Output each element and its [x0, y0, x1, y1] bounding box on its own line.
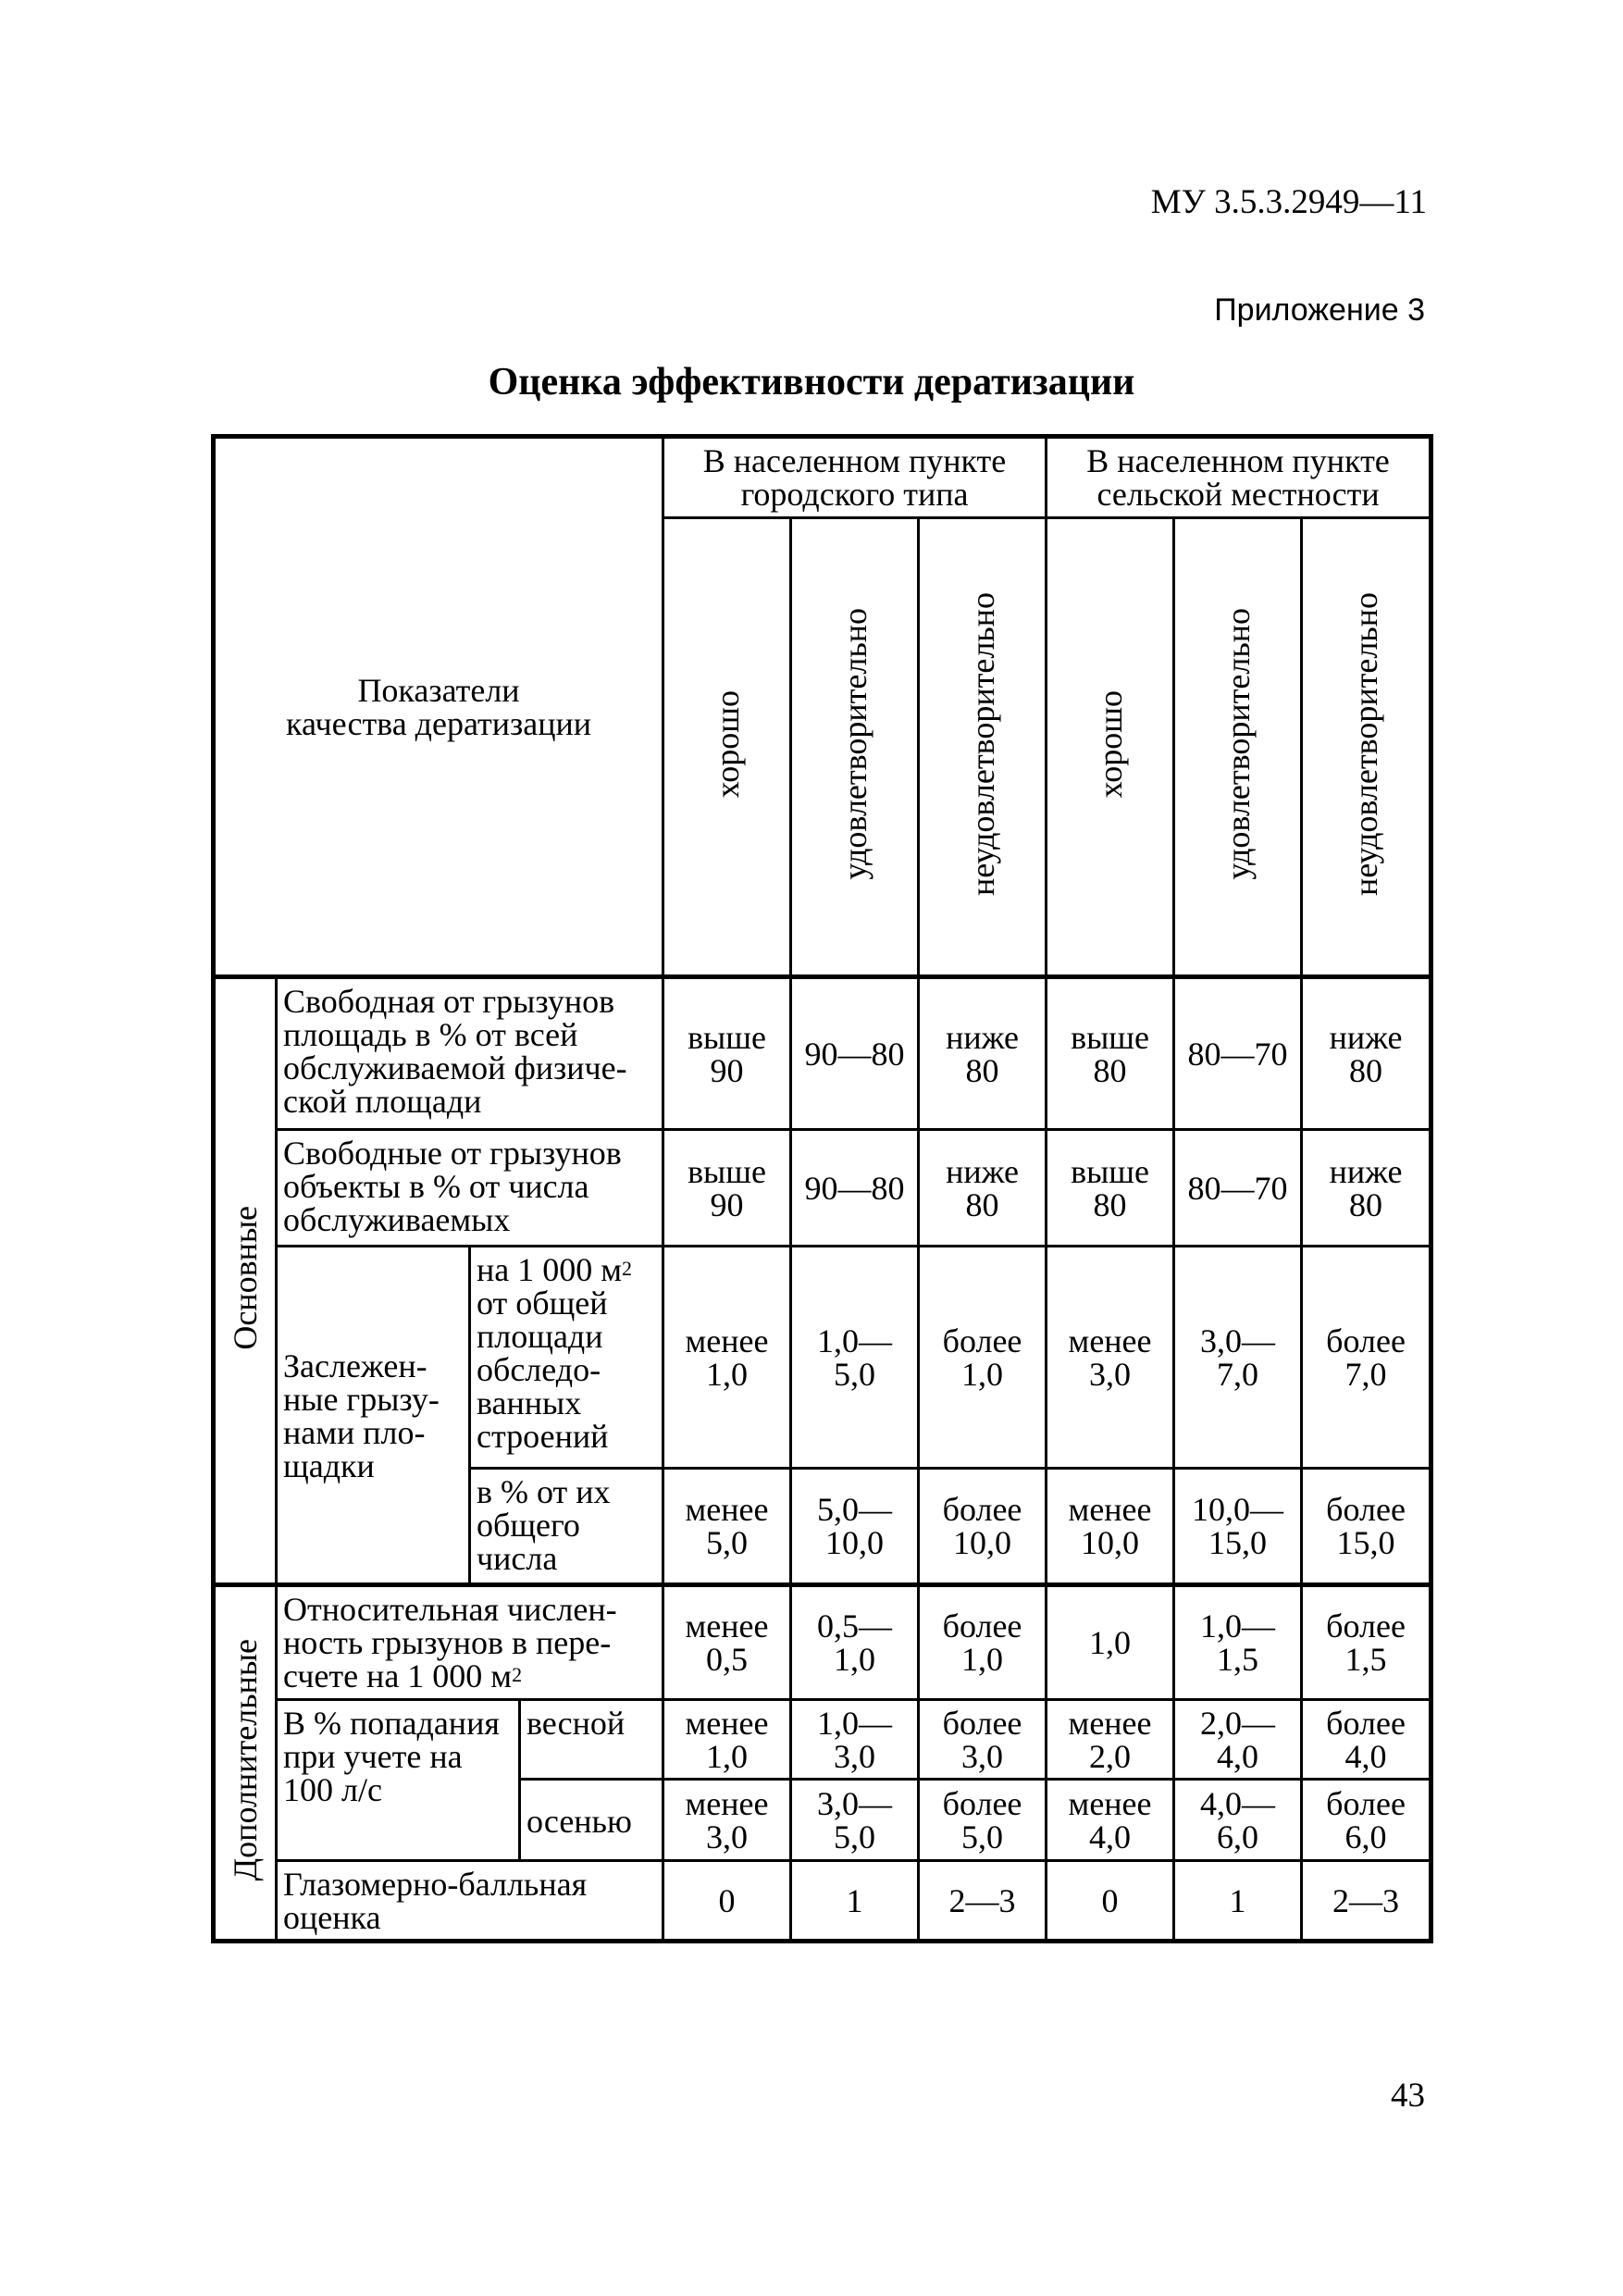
table-cell	[1047, 1861, 1174, 1942]
grade-cell	[919, 518, 1047, 977]
table-cell	[1047, 1247, 1174, 1469]
value: менее 3,0	[685, 1784, 769, 1855]
page-number: 43	[1391, 2077, 1425, 2115]
table-cell	[1174, 1247, 1302, 1469]
row-label-trap-percent	[277, 1700, 520, 1861]
value: 4,0— 6,0	[1200, 1784, 1276, 1855]
table-cell	[1302, 1247, 1431, 1469]
table-cell	[1302, 977, 1431, 1130]
value: 0	[718, 1881, 736, 1919]
table-cell	[663, 1780, 791, 1861]
value: 1,0— 1,5	[1200, 1607, 1276, 1678]
grade-cell	[1174, 518, 1302, 977]
value: менее 4,0	[1068, 1784, 1152, 1855]
table-cell	[919, 1130, 1047, 1247]
grade-urban-good: хорошо	[708, 689, 746, 799]
grade-cell	[1302, 518, 1431, 977]
section-additional-label: Дополнительные	[227, 1639, 264, 1881]
table-cell	[919, 1585, 1047, 1700]
group-rural-header: В населенном пункте сельской местности	[1086, 442, 1390, 513]
value: более 10,0	[942, 1491, 1022, 1561]
table-cell	[1302, 1861, 1431, 1942]
page-title: Оценка эффективности дератизации	[488, 361, 1135, 403]
value: ниже 80	[946, 1152, 1019, 1223]
value: ниже 80	[1329, 1018, 1403, 1089]
value: 90—80	[804, 1035, 905, 1073]
value: 3,0— 5,0	[817, 1784, 893, 1855]
value: менее 1,0	[685, 1704, 769, 1775]
table-cell	[791, 1780, 919, 1861]
grade-urban-unsatisfactory: неудовлетворительно	[963, 592, 1001, 896]
table-cell	[791, 1700, 919, 1780]
indicators-header-cell	[214, 437, 663, 977]
grade-cell	[663, 518, 791, 977]
value: 2—3	[948, 1881, 1016, 1919]
table-cell	[1174, 1861, 1302, 1942]
sublabel-per-1000	[470, 1247, 663, 1469]
section-main-cell	[214, 977, 277, 1585]
per-1000-label-b: от общей площади обследо- ванных строений	[477, 1285, 609, 1455]
per-1000-label-a: на 1 000 м	[477, 1251, 623, 1288]
value: более 6,0	[1326, 1784, 1406, 1855]
table-cell	[663, 1861, 791, 1942]
table-cell	[791, 1861, 919, 1942]
free-area-label: Свободная от грызунов площадь в % от всей обслуживаемой физиче- ской площади	[283, 983, 627, 1120]
value: 80—70	[1187, 1169, 1288, 1207]
table-cell	[919, 1700, 1047, 1780]
table-cell	[1047, 1780, 1174, 1861]
table-cell	[1174, 1780, 1302, 1861]
value: менее 10,0	[1068, 1491, 1152, 1561]
indicators-header: Показатели качества дератизации	[286, 671, 592, 742]
per-1000-sup: 2	[622, 1257, 633, 1280]
table-cell	[791, 1130, 919, 1247]
appendix-label: Приложение 3	[1214, 292, 1425, 328]
table-cell	[663, 1700, 791, 1780]
row-label-free-area	[277, 977, 663, 1130]
value: менее 3,0	[1068, 1322, 1152, 1393]
value: выше 90	[688, 1152, 766, 1223]
grade-urban-satisfactory: удовлетворительно	[836, 608, 873, 880]
value: более 7,0	[1326, 1322, 1406, 1393]
table-cell	[1047, 1585, 1174, 1700]
value: 5,0— 10,0	[817, 1491, 893, 1561]
value: более 5,0	[942, 1784, 1022, 1855]
grade-cell	[1047, 518, 1174, 977]
group-urban-header: В населенном пункте городского типа	[702, 442, 1007, 513]
table-row-trap-spring	[214, 1700, 1431, 1780]
trap-percent-label: В % попадания при учете на 100 л/с	[283, 1705, 500, 1808]
section-additional-cell	[214, 1585, 277, 1942]
table-cell	[663, 1469, 791, 1585]
table-row-free-objects	[214, 1130, 1431, 1247]
sublabel-autumn	[520, 1780, 663, 1861]
table-row-free-area	[214, 977, 1431, 1130]
value: 0,5— 1,0	[817, 1607, 893, 1678]
table-cell	[919, 1247, 1047, 1469]
percent-label: в % от их общего числа	[477, 1473, 611, 1577]
value: ниже 80	[946, 1018, 1019, 1089]
table-cell	[1047, 1700, 1174, 1780]
value: 1	[1229, 1881, 1246, 1919]
value: выше 80	[1071, 1152, 1149, 1223]
row-label-free-objects	[277, 1130, 663, 1247]
value: 1,0— 3,0	[817, 1704, 893, 1775]
header-row-groups	[214, 437, 1431, 518]
table-cell	[919, 1469, 1047, 1585]
row-label-infested	[277, 1247, 470, 1585]
table-cell	[1302, 1585, 1431, 1700]
table-row-infested-per-1000	[214, 1247, 1431, 1469]
value: 1,0— 5,0	[817, 1322, 893, 1393]
relative-count-sup: 2	[512, 1663, 523, 1686]
infested-label: Заслежен- ные грызу- нами пло- щадки	[283, 1347, 440, 1484]
grade-rural-good: хорошо	[1091, 689, 1129, 799]
table-cell	[1174, 1700, 1302, 1780]
value: 2,0— 4,0	[1200, 1704, 1276, 1775]
relative-count-label: Относительная числен- ность грызунов в пере- счете на 1 000 м	[283, 1591, 617, 1694]
table-cell	[791, 1469, 919, 1585]
document-code: МУ 3.5.3.2949—11	[1150, 183, 1427, 221]
grade-rural-satisfactory: удовлетворительно	[1219, 608, 1257, 880]
section-main-label: Основные	[227, 1206, 264, 1350]
value: более 3,0	[942, 1704, 1022, 1775]
table-cell	[791, 1585, 919, 1700]
table-cell	[1302, 1780, 1431, 1861]
table-cell	[663, 977, 791, 1130]
table-row-visual-score	[214, 1861, 1431, 1942]
value: 90—80	[804, 1169, 905, 1207]
row-label-visual-score	[277, 1861, 663, 1942]
value: 10,0— 15,0	[1192, 1491, 1284, 1561]
table-cell	[1302, 1700, 1431, 1780]
table-cell	[919, 977, 1047, 1130]
table-cell	[1047, 1130, 1174, 1247]
value: более 1,0	[942, 1322, 1022, 1393]
table-row-relative-count	[214, 1585, 1431, 1700]
table-cell	[1302, 1469, 1431, 1585]
table-cell	[1047, 977, 1174, 1130]
table-cell	[791, 977, 919, 1130]
table-cell	[1174, 1469, 1302, 1585]
row-label-relative-count	[277, 1585, 663, 1700]
grade-rural-unsatisfactory: неудовлетворительно	[1347, 592, 1385, 896]
value: более 1,5	[1326, 1607, 1406, 1678]
table-cell	[1302, 1130, 1431, 1247]
value: 80—70	[1187, 1035, 1288, 1073]
table-cell	[663, 1247, 791, 1469]
value: ниже 80	[1329, 1152, 1403, 1223]
table-cell	[663, 1585, 791, 1700]
autumn-label: осенью	[527, 1802, 632, 1840]
value: выше 80	[1071, 1018, 1149, 1089]
value: менее 2,0	[1068, 1704, 1152, 1775]
value: 1,0	[1089, 1624, 1132, 1661]
value: более 1,0	[942, 1607, 1022, 1678]
table-cell	[791, 1247, 919, 1469]
value: более 4,0	[1326, 1704, 1406, 1775]
table-cell	[919, 1780, 1047, 1861]
visual-score-label: Глазомерно-балльная оценка	[283, 1866, 588, 1936]
sublabel-spring	[520, 1700, 663, 1780]
sublabel-percent	[470, 1469, 663, 1585]
value: 1	[846, 1881, 863, 1919]
table-cell	[1174, 977, 1302, 1130]
table-cell	[1174, 1130, 1302, 1247]
value: менее 0,5	[685, 1607, 769, 1678]
table-cell	[663, 1130, 791, 1247]
value: 2—3	[1332, 1881, 1400, 1919]
table-cell	[1174, 1585, 1302, 1700]
deratization-rating-table	[211, 434, 1433, 1943]
table-cell	[1047, 1469, 1174, 1585]
group-rural-cell	[1047, 437, 1431, 518]
value: менее 5,0	[685, 1491, 769, 1561]
value: 3,0— 7,0	[1200, 1322, 1276, 1393]
value: выше 90	[688, 1018, 766, 1089]
table-cell	[919, 1861, 1047, 1942]
grade-cell	[791, 518, 919, 977]
group-urban-cell	[663, 437, 1047, 518]
free-objects-label: Свободные от грызунов объекты в % от числа обслуживаемых	[283, 1135, 622, 1238]
value: менее 1,0	[685, 1322, 769, 1393]
spring-label: весной	[527, 1705, 626, 1742]
value: более 15,0	[1326, 1491, 1406, 1561]
value: 0	[1101, 1881, 1119, 1919]
